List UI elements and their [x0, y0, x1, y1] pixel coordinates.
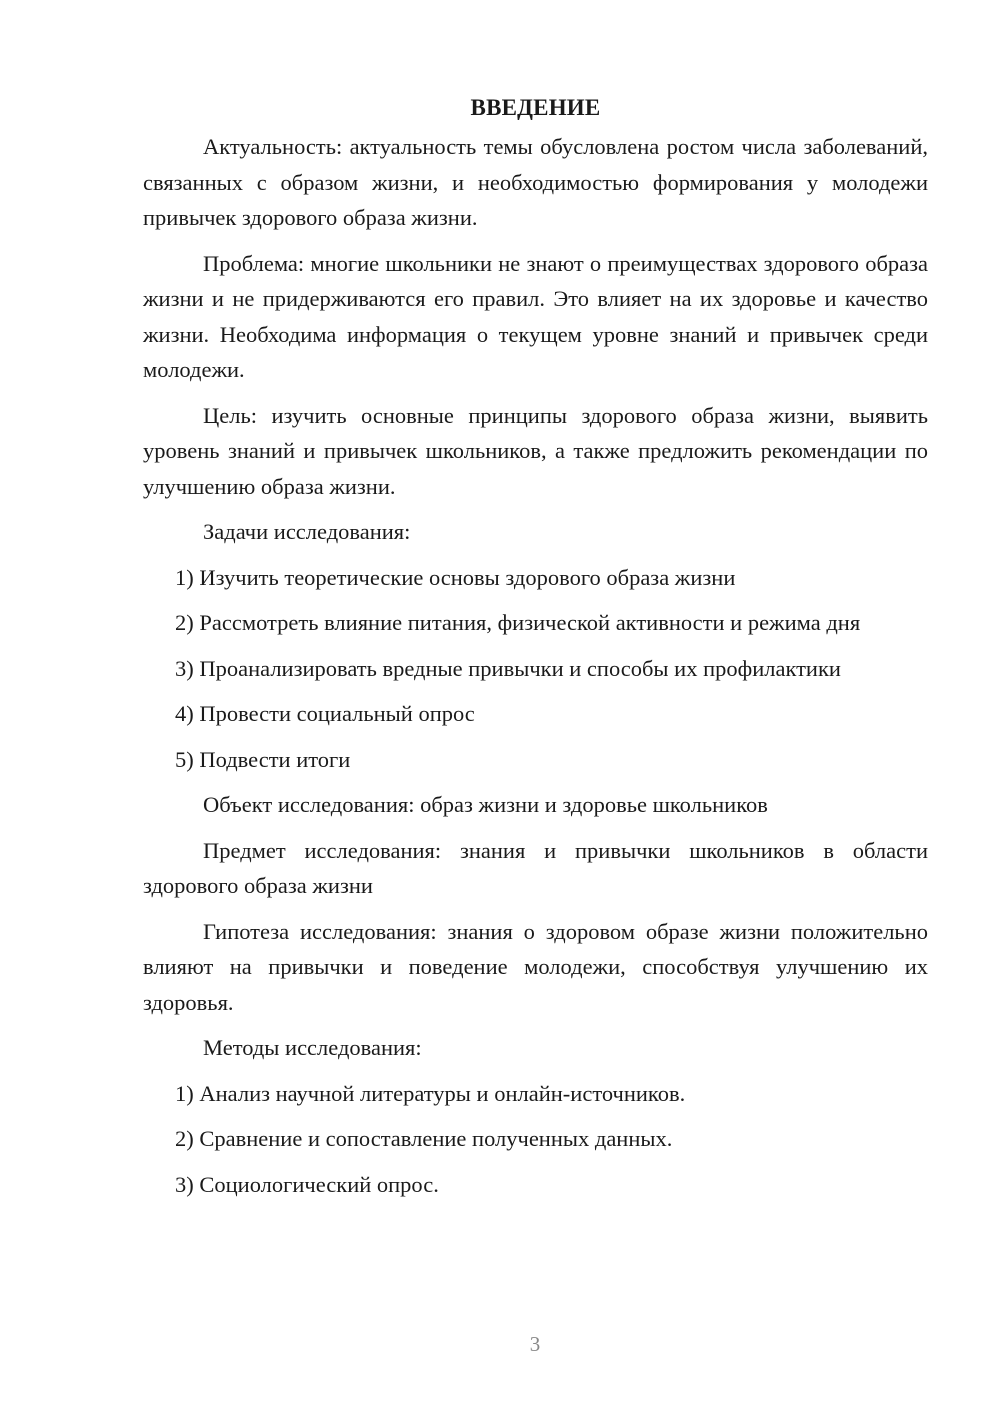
object-paragraph: Объект исследования: образ жизни и здоровье школьников — [203, 792, 768, 817]
problem-paragraph: Проблема: многие школьники не знают о преимуществах здорового образа жизни и не придерживаются его правил. Это влияет на их здоровье и качество жизни. Необходима информация о текущем уровне знаний и привычек среди молодежи. — [143, 250, 928, 382]
goal-paragraph: Цель: изучить основные принципы здорового образа жизни, выявить уровень знаний и привычек школьников, а также предложить рекомендации по улучшению образа жизни. — [143, 402, 928, 499]
list-item: 2) Рассмотреть влияние питания, физической активности и режима дня — [175, 610, 861, 635]
list-item: 5) Подвести итоги — [175, 746, 351, 772]
methods-list — [143, 1076, 928, 1203]
list-item: 3) Проанализировать вредные привычки и способы их профилактики — [175, 655, 841, 681]
section-heading: ВВЕДЕНИЕ — [470, 95, 601, 120]
subject-paragraph: Предмет исследования: знания и привычки школьников в области здорового образа жизни — [143, 837, 928, 898]
tasks-list — [143, 560, 928, 778]
list-item: 1) Изучить теоретические основы здорового образа жизни — [175, 564, 736, 590]
document-page — [143, 90, 928, 1212]
list-item: 3) Социологический опрос. — [175, 1171, 439, 1197]
list-item: 4) Провести социальный опрос — [175, 701, 475, 726]
list-item: 2) Сравнение и сопоставление полученных данных. — [175, 1126, 673, 1151]
page-number: 3 — [529, 1332, 541, 1356]
methods-label: Методы исследования: — [203, 1035, 422, 1060]
list-item: 1) Анализ научной литературы и онлайн-источников. — [175, 1080, 686, 1106]
tasks-label: Задачи исследования: — [203, 519, 411, 544]
hypothesis-paragraph: Гипотеза исследования: знания о здоровом образе жизни положительно влияют на привычки и поведение молодежи, способствуя улучшению их здоровья. — [143, 918, 928, 1015]
relevance-paragraph: Актуальность: актуальность темы обусловлена ростом числа заболеваний, связанных с образом жизни, и необходимостью формирования у молодежи привычек здорового образа жизни. — [143, 134, 928, 230]
